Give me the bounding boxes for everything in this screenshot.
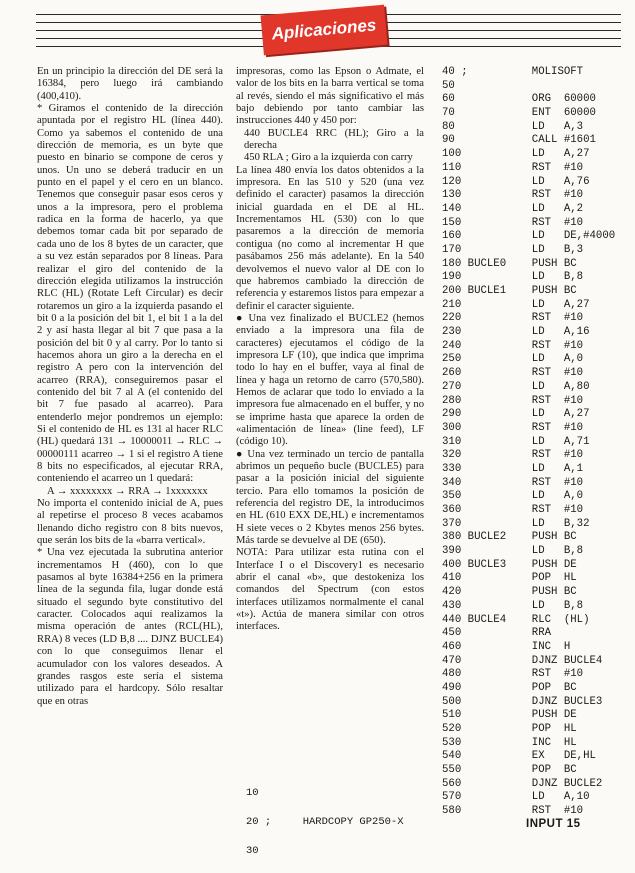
paragraph: 440 BUCLE4 RRC (HL); Giro a la derecha — [244, 127, 424, 152]
listing-line: 470 DJNZ BUCLE4 — [442, 654, 603, 667]
listing-line: 50 — [442, 79, 455, 92]
listing-line: 230 LD A,16 — [442, 326, 590, 339]
listing-line: 250 LD A,0 — [442, 353, 584, 366]
paragraph: La línea 480 envía los datos obtenidos a la impresora. En las 510 y 520 (una vez definido el caracter) pasamos la dirección inicial guardada en el DE al HL. Incrementamos HL (530) con lo que pasaremos a la dirección de memoria contigua (no como al incrementar H que pasábamos 256 más adelante). En la 540 devolvemos el nuevo valor al DE con lo que habremos cambiado la dirección de referencia y estaremos listos para empezar a definir el caracter siguiente. — [236, 164, 424, 312]
listing-line: 40 ; MOLISOFT — [442, 66, 584, 78]
listing-line: 400 BUCLE3 PUSH DE — [442, 558, 577, 571]
listing-line: 580 RST #10 — [442, 805, 584, 818]
listing-line: 120 LD A,76 — [442, 175, 590, 188]
section-badge — [260, 5, 387, 56]
listing-line: 290 LD A,27 — [442, 408, 590, 421]
listing-line: 160 LD DE,#4000 — [442, 230, 616, 243]
listing-line: 570 LD A,10 — [442, 791, 590, 804]
paragraph: No importa el contenido inicial de A, pues al repetirse el proceso 8 veces acabamos llenando dicho registro con 8 bits nuevos, que serán los bits de la «barra vertical». — [37, 498, 223, 547]
listing-line: 550 POP BC — [442, 764, 577, 777]
listing-line: 420 PUSH BC — [442, 586, 577, 599]
code-line: 20 ; HARDCOPY GP250-X — [246, 815, 404, 828]
listing-line: 70 ENT 60000 — [442, 107, 596, 120]
listing-line: 350 LD A,0 — [442, 490, 584, 503]
listing-line: 500 DJNZ BUCLE3 — [442, 695, 603, 708]
listing-line: 330 LD A,1 — [442, 462, 584, 475]
listing-line: 520 POP HL — [442, 723, 577, 735]
code-line: 30 — [246, 844, 259, 857]
paragraph: En un principio la dirección del DE será la 16384, pero luego irá cambiando (400,410). — [37, 66, 223, 102]
listing-line: 390 LD B,8 — [442, 545, 584, 558]
paragraph: ● Una vez terminado un tercio de pantalla abrimos un pequeño bucle (BUCLE5) para pasar a la posición inicial del siguiente tercio. Para ello tomamos la posición de referencia del registro DE, la introducimos en HL (610 EXX DE,HL) e incrementamos H siete veces o 2 Kbytes menos 256 bytes. Más tarde se devuelve al DE (650). — [236, 448, 424, 547]
listing-line: 560 DJNZ BUCLE2 — [442, 777, 603, 790]
listing-line: 440 BUCLE4 RLC (HL) — [442, 613, 590, 626]
listing-line: 490 POP BC — [442, 681, 577, 694]
listing-line: 190 LD B,8 — [442, 271, 584, 284]
code-line: 10 — [246, 786, 259, 799]
listing-line: 100 LD A,27 — [442, 148, 590, 161]
listing-line: 280 RST #10 — [442, 394, 584, 407]
paragraph: ● Una vez finalizado el BUCLE2 (hemos enviado a la impresora una fila de caracteres) ejecutamos el código de la impresora LF (10), que indica que imprima todo lo hay en el buffer, vaya al final de línea y haga un retorno de carro (570,580). Hemos de aclarar que todo lo enviado a la impresora fue almacenado en el buffer, y no se imprime hasta que aparece la orden de «alimentación de línea» (line feed), LF (código 10). — [236, 312, 424, 448]
listing-line: 140 LD A,2 — [442, 202, 584, 215]
listing-line: 180 BUCLE0 PUSH BC — [442, 257, 577, 270]
listing-line: 430 LD B,8 — [442, 599, 584, 612]
listing-line: 210 LD A,27 — [442, 298, 590, 311]
listing-line: 80 LD A,3 — [442, 120, 584, 133]
listing-line: 320 RST #10 — [442, 449, 584, 462]
listing-line: 480 RST #10 — [442, 668, 584, 681]
listing-line: 150 RST #10 — [442, 216, 584, 229]
listing-line: 340 RST #10 — [442, 476, 584, 489]
listing-line: 380 BUCLE2 PUSH BC — [442, 531, 577, 544]
listing-line: 200 BUCLE1 PUSH BC — [442, 285, 577, 297]
listing-line: 130 RST #10 — [442, 189, 584, 202]
paragraph: * Giramos el contenido de la dirección apuntada por el registro HL (línea 440). Como ya sabemos el contenido de una dirección de memoria, es un byte que puesto en binario se compone de ceros y unos. Un uno se deberá traducir en un punto en el papel y el cero en un blanco. Tenemos que conseguir pasar esos ceros y unos a la impresora, pero el problema radica en la forma de hacerlo, ya que debemos tomar cada bit por separado de cada uno de los 8 bytes de un caracter, que a su vez están separados por 8 líneas. Para realizar el giro del contenido de la dirección elegida utilizamos la instrucción RLC (HL) (Rotate Left Circular) es decir rotaremos un giro a la izquierda pasando el bit 0 a la posición del bit 1, el bit 1 a la del 2 y así hasta llegar al bit 7 que pasa a la posición del bit 0 y al carry. Por lo tanto si hacemos ahora un giro a la derecha en el registro A pero con la intervención del acarreo (RRA), conseguiremos pasar el contenido del bit 7 al A (el contenido del bit 7 fue pasado al acarreo). Para entenderlo mejor pondremos un ejemplo: Si el contenido de HL es 131 al hacer RLC (HL) quedará 131 → 10000011 → RLC → 00000111 acarreo → 1 si el registro A tiene 8 bits no especificados, al ejecutar RRA, conteniendo el acarreo un 1 quedará: — [37, 103, 223, 485]
listing-line: 510 PUSH DE — [442, 709, 577, 722]
paragraph: 450 RLA ; Giro a la izquierda con carry — [244, 152, 413, 164]
listing-line: 110 RST #10 — [442, 161, 584, 174]
listing-line: 460 INC H — [442, 640, 571, 653]
listing-line: 220 RST #10 — [442, 312, 584, 325]
listing-line: 300 RST #10 — [442, 421, 584, 434]
listing-line: 310 LD A,71 — [442, 435, 590, 448]
text-column-1 — [37, 66, 223, 708]
listing-line: 530 INC HL — [442, 736, 577, 749]
listing-line: 240 RST #10 — [442, 339, 584, 352]
listing-line: 450 RRA — [442, 627, 552, 640]
listing-line: 540 EX DE,HL — [442, 750, 596, 763]
section-badge-label: Aplicaciones — [270, 15, 378, 44]
paragraph: impresoras, como las Epson o Admate, el valor de los bits en la barra vertical se toma al revés, siendo el más significativo el más bajo debiendo por tanto cambiar las instrucciones 440 y 450 por: — [236, 66, 424, 127]
listing-line: 260 RST #10 — [442, 367, 584, 380]
listing-line: 360 RST #10 — [442, 504, 584, 516]
listing-line: 90 CALL #1601 — [442, 134, 596, 147]
text-column-2 — [236, 66, 424, 634]
paragraph: NOTA: Para utilizar esta rutina con el Interface I o el Discovery1 es necesario abrir el canal «b», que destokeniza los comandos del Spectrum (con estos interfaces utilizamos normalmente el canal «t»). Actúa de manera similar con otros interfaces. — [236, 547, 424, 633]
assembly-listing — [442, 66, 615, 819]
paragraph: * Una vez ejecutada la subrutina anterior incrementamos H (460), con lo que pasamos al byte 16384+256 en la primera línea de la segunda fila, lugar donde está situado el segundo byte constitutivo del caracter. Colocados aquí realizamos la misma operación de antes (RCL(HL), RRA) 8 veces (LD B,8 .... DJNZ BUCLE4) con lo que conseguimos llenar el acumulador con los valores deseados. A grandes rasgos este sería el sistema utilizado para el hardcopy. Sólo resaltar que en otras — [37, 547, 223, 707]
page-footer: INPUT 15 — [526, 818, 581, 830]
paragraph: A → xxxxxxxx → RRA → 1xxxxxxx — [47, 485, 208, 497]
listing-line: 170 LD B,3 — [442, 243, 584, 256]
code-snippet — [246, 771, 404, 873]
listing-line: 60 ORG 60000 — [442, 93, 596, 106]
listing-line: 270 LD A,80 — [442, 380, 590, 393]
listing-line: 410 POP HL — [442, 572, 577, 585]
listing-line: 370 LD B,32 — [442, 517, 590, 530]
